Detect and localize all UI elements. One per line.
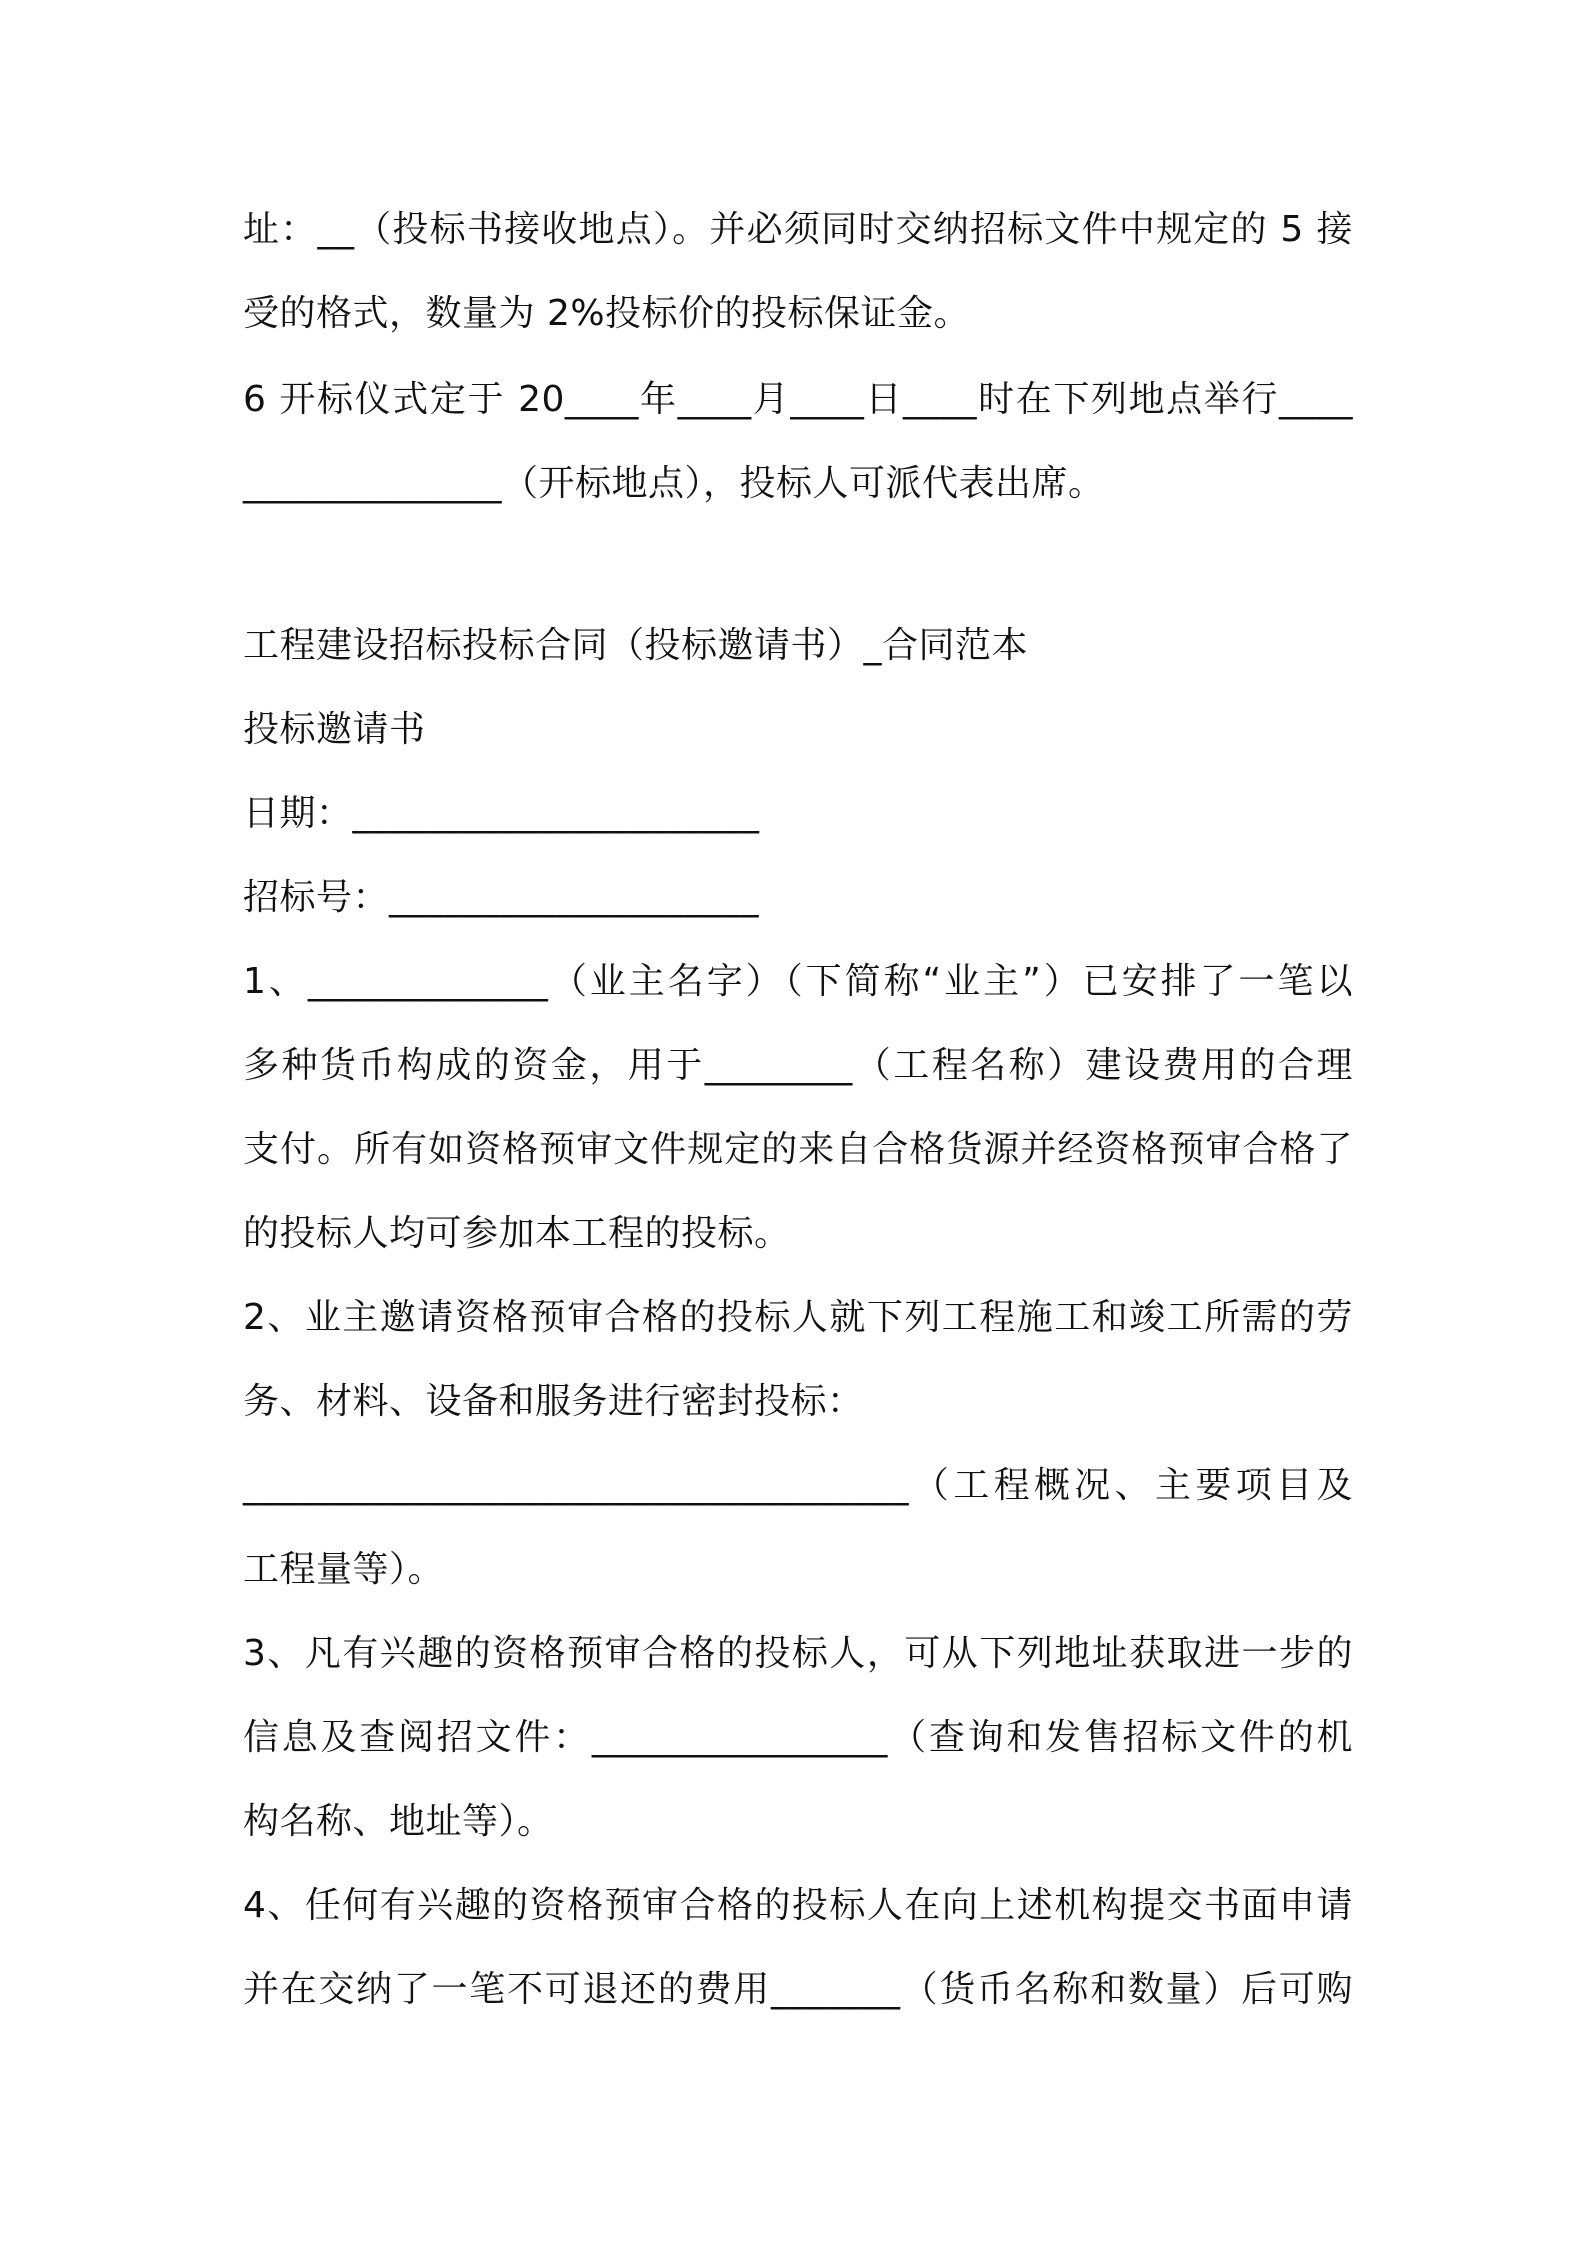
text-line: 6 开标仪式定于 20____年____月____日____时在下列地点举行____ xyxy=(243,379,1353,420)
text-line: 务、材料、设备和服务进行密封投标： xyxy=(243,1381,864,1422)
section-title: 工程建设招标投标合同（投标邀请书）_合同范本 xyxy=(243,625,1029,666)
text-line: 工程量等）。 xyxy=(243,1549,445,1590)
text-line: 构名称、地址等）。 xyxy=(243,1801,554,1842)
text-line: 2、业主邀请资格预审合格的投标人就下列工程施工和竣工所需的劳 xyxy=(243,1297,1353,1338)
tender-number-field: 招标号：____________________ xyxy=(243,877,760,918)
text-line: ______________（开标地点），投标人可派代表出席。 xyxy=(243,463,1105,504)
letter-title: 投标邀请书 xyxy=(243,709,426,750)
text-line: 受的格式，数量为 2%投标价的投标保证金。 xyxy=(243,293,971,334)
text-line: 4、任何有兴趣的资格预审合格的投标人在向上述机构提交书面申请 xyxy=(243,1885,1353,1926)
text-line: 并在交纳了一笔不可退还的费用_______（货币名称和数量）后可购 xyxy=(243,1969,1353,2010)
date-field: 日期：______________________ xyxy=(243,793,760,834)
text-line: 的投标人均可参加本工程的投标。 xyxy=(243,1213,791,1254)
text-line: 信息及查阅招文件：________________（查询和发售招标文件的机 xyxy=(243,1717,1353,1758)
text-line: 1、_____________（业主名字）（下简称“业主”）已安排了一笔以 xyxy=(243,961,1353,1002)
text-line: 址：__（投标书接收地点）。并必须同时交纳招标文件中规定的 5 接 xyxy=(243,209,1353,250)
text-line: ____________________________________（工程概况、主要项目及 xyxy=(243,1465,1353,1506)
text-line: 3、凡有兴趣的资格预审合格的投标人，可从下列地址获取进一步的 xyxy=(243,1633,1353,1674)
text-line: 多种货币构成的资金，用于________（工程名称）建设费用的合理 xyxy=(243,1045,1353,1086)
text-line: 支付。所有如资格预审文件规定的来自合格货源并经资格预审合格了 xyxy=(243,1129,1353,1170)
